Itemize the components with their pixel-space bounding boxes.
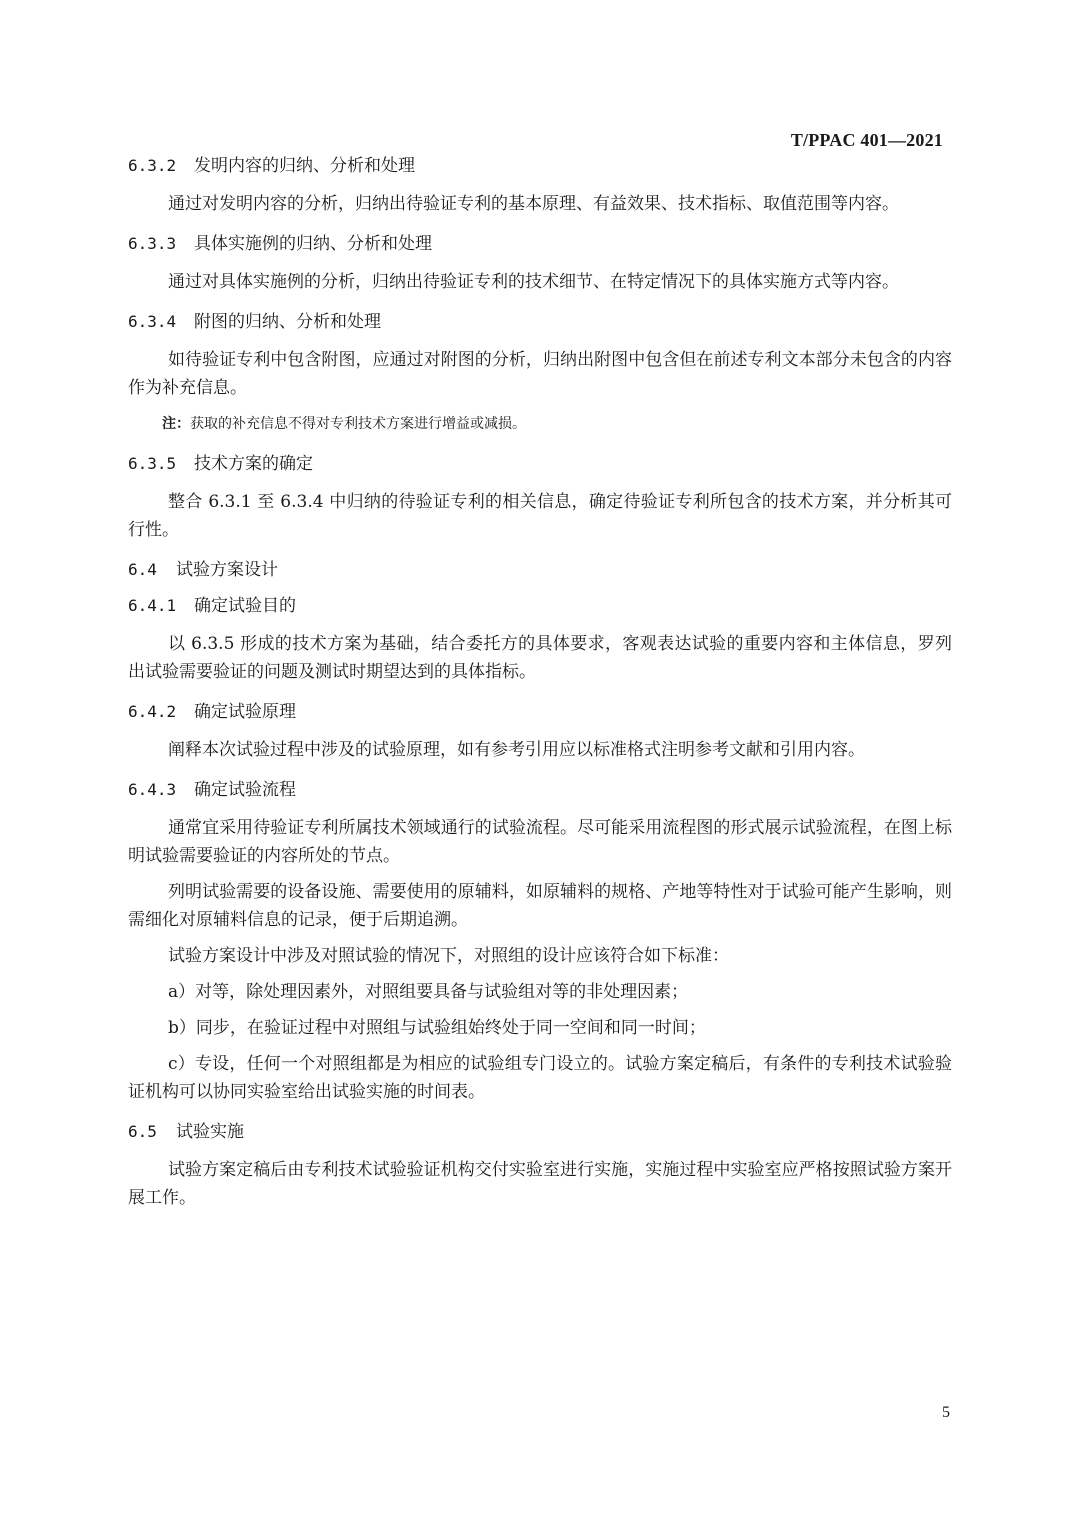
- paragraph: 通过对发明内容的分析，归纳出待验证专利的基本原理、有益效果、技术指标、取值范围等内容。: [168, 194, 899, 214]
- heading-title: 确定试验原理: [194, 702, 296, 722]
- heading-title: 发明内容的归纳、分析和处理: [194, 156, 415, 176]
- paragraph: 如待验证专利中包含附图，应通过对附图的分析，归纳出附图中包含但在前述专利文本部分未包含的内容作为补充信息。: [128, 350, 952, 398]
- heading-6-4: [128, 552, 952, 588]
- paragraph: 试验方案定稿后由专利技术试验验证机构交付实验室进行实施，实施过程中实验室应严格按照试验方案开展工作。: [128, 1160, 952, 1208]
- heading-number: 6.3.4: [128, 312, 177, 331]
- paragraph: 列明试验需要的设备设施、需要使用的原辅料，如原辅料的规格、产地等特性对于试验可能产生影响，则需细化对原辅料信息的记录，便于后期追溯。: [128, 882, 952, 930]
- document-code: T/PPAC 401—2021: [790, 130, 943, 150]
- page-number: 5: [942, 1404, 950, 1421]
- heading-6-3-4: [128, 304, 952, 340]
- page-content: [128, 148, 952, 1220]
- paragraph: 阐释本次试验过程中涉及的试验原理，如有参考引用应以标准格式注明参考文献和引用内容。: [168, 740, 865, 760]
- heading-title: 附图的归纳、分析和处理: [194, 312, 381, 332]
- paragraph: 整合 6.3.1 至 6.3.4 中归纳的待验证专利的相关信息，确定待验证专利所包含的技术方案，并分析其可行性。: [128, 492, 952, 540]
- list-item-a: a）对等，除处理因素外，对照组要具备与试验组对等的非处理因素；: [168, 982, 689, 1002]
- heading-number: 6.5: [128, 1122, 157, 1141]
- heading-6-3-3: [128, 226, 952, 262]
- heading-number: 6.3.2: [128, 156, 177, 175]
- paragraph: 以 6.3.5 形成的技术方案为基础，结合委托方的具体要求，客观表达试验的重要内容和主体信息，罗列出试验需要验证的问题及测试时期望达到的具体指标。: [128, 634, 952, 682]
- heading-number: 6.4: [128, 560, 157, 579]
- note-label: 注：: [162, 416, 190, 432]
- heading-title: 确定试验流程: [194, 780, 296, 800]
- note: [162, 410, 952, 438]
- heading-number: 6.4.3: [128, 780, 177, 799]
- heading-6-5: [128, 1114, 952, 1150]
- heading-number: 6.4.1: [128, 596, 177, 615]
- heading-title: 确定试验目的: [194, 596, 296, 616]
- list-item-c: c）专设，任何一个对照组都是为相应的试验组专门设立的。试验方案定稿后，有条件的专利技术试验验证机构可以协同实验室给出试验实施的时间表。: [128, 1054, 952, 1102]
- list-item-b: b）同步，在验证过程中对照组与试验组始终处于同一空间和同一时间；: [168, 1018, 706, 1038]
- heading-6-4-1: [128, 588, 952, 624]
- heading-6-4-2: [128, 694, 952, 730]
- paragraph: 试验方案设计中涉及对照试验的情况下，对照组的设计应该符合如下标准：: [168, 946, 729, 966]
- paragraph: 通过对具体实施例的分析，归纳出待验证专利的技术细节、在特定情况下的具体实施方式等内容。: [168, 272, 899, 292]
- heading-6-4-3: [128, 772, 952, 808]
- heading-title: 具体实施例的归纳、分析和处理: [194, 234, 432, 254]
- heading-title: 试验方案设计: [176, 560, 278, 580]
- heading-6-3-2: [128, 148, 952, 184]
- paragraph: 通常宜采用待验证专利所属技术领域通行的试验流程。尽可能采用流程图的形式展示试验流程，在图上标明试验需要验证的内容所处的节点。: [128, 818, 952, 866]
- heading-number: 6.4.2: [128, 702, 177, 721]
- heading-title: 试验实施: [176, 1122, 244, 1142]
- heading-6-3-5: [128, 446, 952, 482]
- heading-number: 6.3.5: [128, 454, 177, 473]
- heading-title: 技术方案的确定: [194, 454, 313, 474]
- note-text: 获取的补充信息不得对专利技术方案进行增益或减损。: [190, 416, 526, 432]
- heading-number: 6.3.3: [128, 234, 177, 253]
